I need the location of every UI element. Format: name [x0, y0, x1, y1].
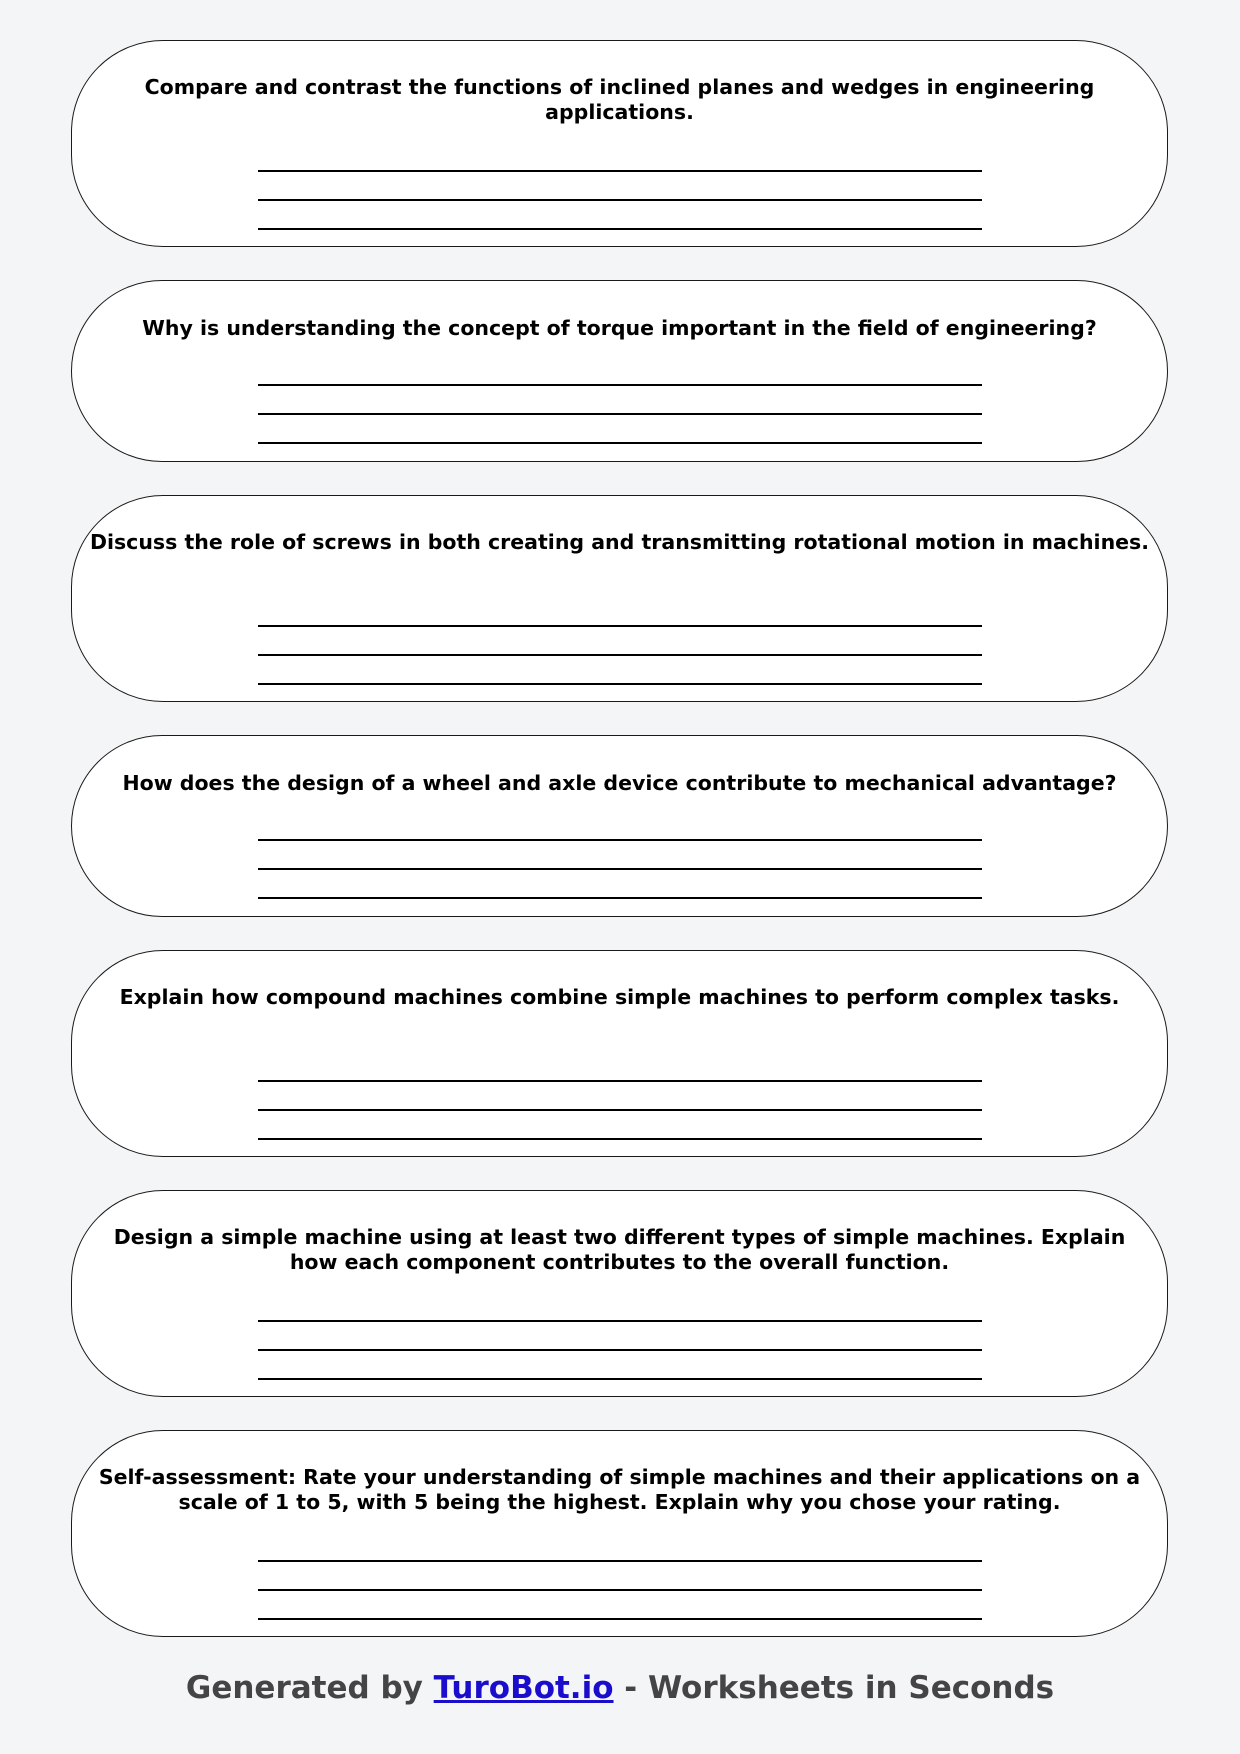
- question-text: Explain how compound machines combine simple machines to perform complex tasks.: [119, 985, 1120, 1009]
- answer-line[interactable]: [258, 228, 982, 230]
- answer-line[interactable]: [258, 839, 982, 841]
- answer-lines[interactable]: [258, 625, 982, 685]
- answer-line[interactable]: [258, 1560, 982, 1562]
- turobot-link[interactable]: TuroBot.io: [433, 1670, 614, 1706]
- answer-line[interactable]: [258, 1378, 982, 1380]
- question-text: Self-assessment: Rate your understanding of simple machines and their applications on a scale of 1 to 5, with 5 being the highest. Explain why you chose your rating.: [98, 1465, 1141, 1514]
- answer-line[interactable]: [258, 1589, 982, 1591]
- answer-lines[interactable]: [258, 384, 982, 444]
- answer-lines[interactable]: [258, 170, 982, 230]
- question-text: Why is understanding the concept of torque important in the field of engineering?: [142, 316, 1097, 340]
- answer-line[interactable]: [258, 1320, 982, 1322]
- question-card-3: [71, 495, 1168, 702]
- question-card-4: [71, 735, 1168, 917]
- answer-line[interactable]: [258, 442, 982, 444]
- question-text: Compare and contrast the functions of inclined planes and wedges in engineering applications.: [144, 75, 1095, 124]
- answer-lines[interactable]: [258, 1320, 982, 1380]
- answer-lines[interactable]: [258, 1080, 982, 1140]
- answer-line[interactable]: [258, 1109, 982, 1111]
- question-card-7: [71, 1430, 1168, 1637]
- answer-line[interactable]: [258, 1349, 982, 1351]
- answer-line[interactable]: [258, 170, 982, 172]
- answer-lines[interactable]: [258, 839, 982, 899]
- answer-line[interactable]: [258, 654, 982, 656]
- answer-lines[interactable]: [258, 1560, 982, 1620]
- answer-line[interactable]: [258, 384, 982, 386]
- answer-line[interactable]: [258, 199, 982, 201]
- answer-line[interactable]: [258, 897, 982, 899]
- footer-prefix: Generated by: [185, 1670, 434, 1706]
- answer-line[interactable]: [258, 625, 982, 627]
- answer-line[interactable]: [258, 683, 982, 685]
- answer-line[interactable]: [258, 1080, 982, 1082]
- question-card-5: [71, 950, 1168, 1157]
- answer-line[interactable]: [258, 413, 982, 415]
- question-text: Design a simple machine using at least two different types of simple machines. Explain how each component contributes to the overall function.: [113, 1225, 1126, 1274]
- footer-suffix: - Worksheets in Seconds: [613, 1670, 1055, 1706]
- question-text: How does the design of a wheel and axle device contribute to mechanical advantage?: [122, 771, 1117, 795]
- answer-line[interactable]: [258, 1618, 982, 1620]
- answer-line[interactable]: [258, 1138, 982, 1140]
- footer-attribution: [0, 1670, 1240, 1706]
- question-card-6: [71, 1190, 1168, 1397]
- question-card-2: [71, 280, 1168, 462]
- answer-line[interactable]: [258, 868, 982, 870]
- question-card-1: [71, 40, 1168, 247]
- question-text: Discuss the role of screws in both creating and transmitting rotational motion in machines.: [89, 530, 1150, 554]
